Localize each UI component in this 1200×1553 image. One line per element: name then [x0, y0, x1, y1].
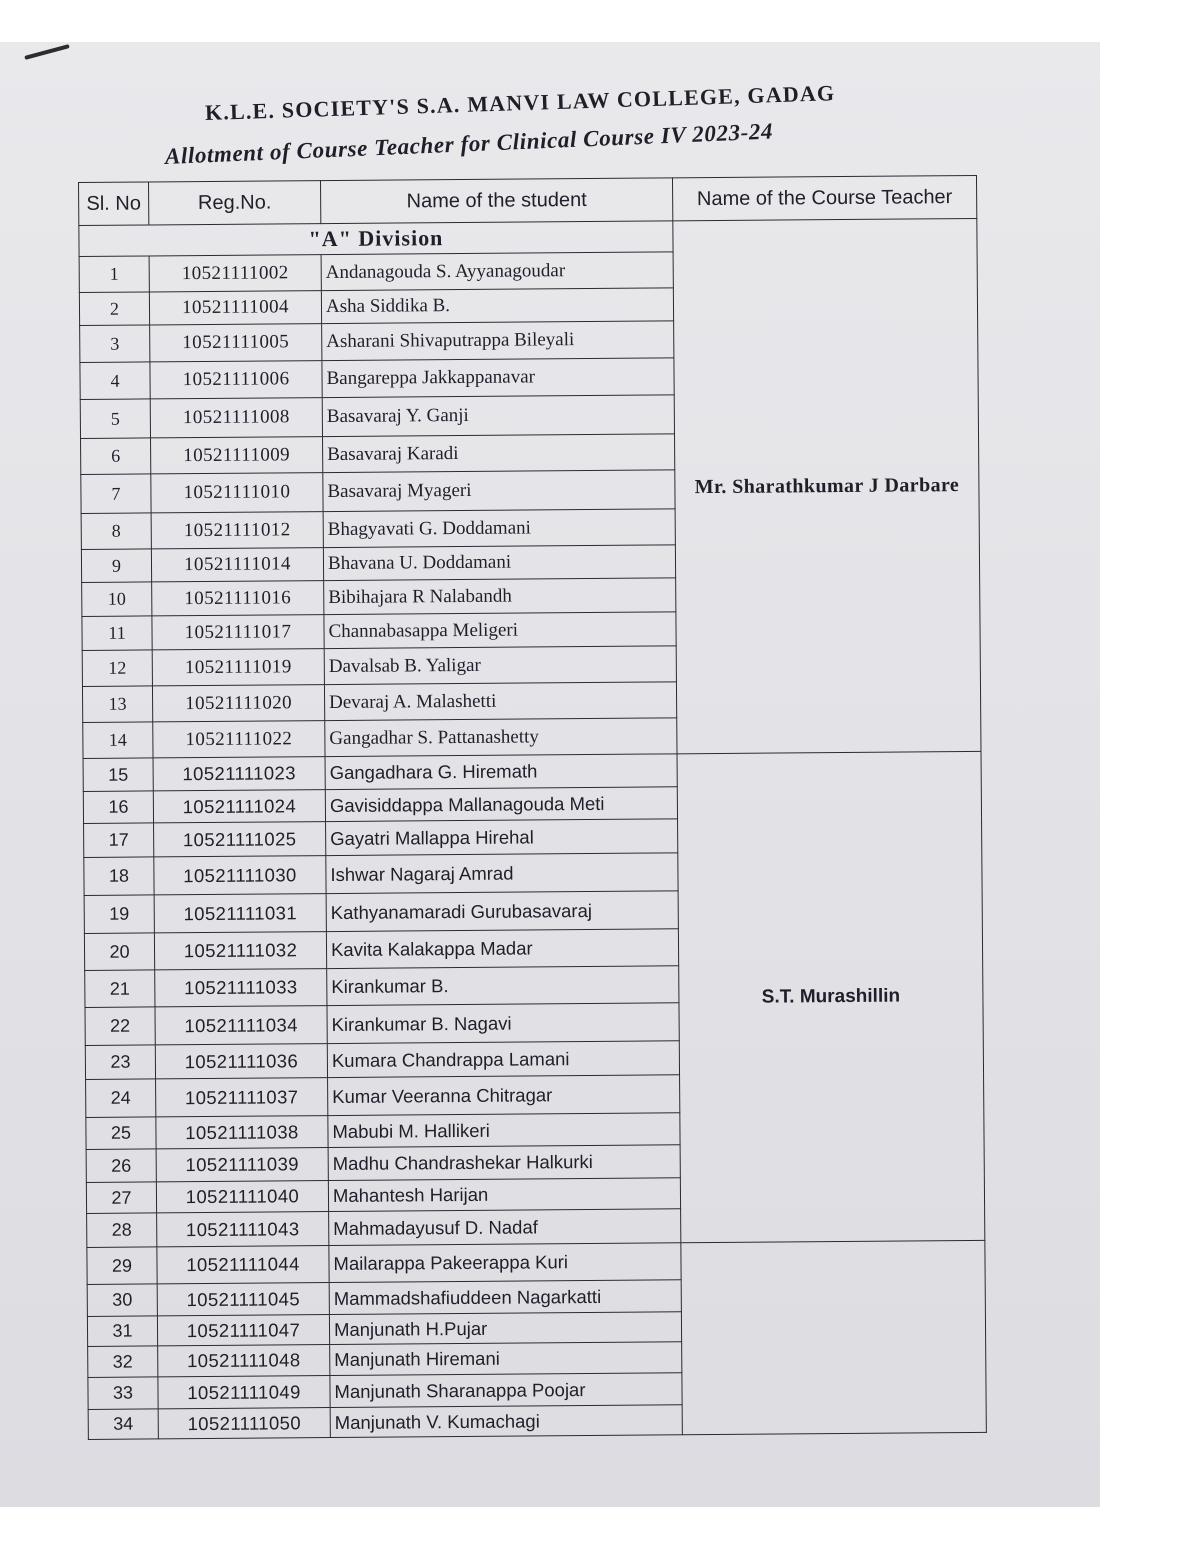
reg-no-cell: 10521111048	[158, 1345, 330, 1377]
student-name-cell: Bhavana U. Doddamani	[323, 545, 675, 581]
sl-no-cell: 29	[87, 1247, 157, 1285]
sl-no-cell: 27	[86, 1182, 156, 1214]
student-name-cell: Manjunath V. Kumachagi	[330, 1405, 682, 1438]
sl-no-cell: 21	[85, 970, 155, 1008]
reg-no-cell: 10521111004	[149, 291, 321, 325]
table-row	[87, 1240, 985, 1284]
reg-no-cell: 10521111030	[154, 856, 326, 895]
sl-no-cell: 11	[82, 616, 152, 651]
teacher-group-1: Mr. Sharathkumar J Darbare	[673, 218, 981, 753]
sl-no-cell: 25	[86, 1117, 156, 1150]
sl-no-cell: 12	[82, 650, 152, 687]
sl-no-cell: 15	[83, 758, 153, 792]
sl-no-cell: 24	[86, 1079, 156, 1118]
reg-no-cell: 10521111022	[153, 721, 325, 758]
reg-no-cell: 10521111006	[150, 361, 322, 399]
sl-no-cell: 13	[82, 686, 152, 723]
student-name-cell: Kirankumar B.	[327, 966, 679, 1006]
sl-no-cell: 1	[79, 256, 149, 293]
sl-no-cell: 10	[82, 582, 152, 617]
reg-no-cell: 10521111019	[152, 649, 324, 686]
teacher-group-3	[681, 1240, 986, 1434]
reg-no-cell: 10521111037	[156, 1078, 328, 1117]
division-label: "A" Division	[79, 221, 673, 257]
reg-no-cell: 10521111010	[151, 473, 323, 513]
sl-no-cell: 16	[83, 791, 153, 824]
student-name-cell: Basavaraj Karadi	[323, 434, 675, 473]
sl-no-cell: 33	[88, 1377, 158, 1410]
reg-no-cell: 10521111040	[156, 1181, 328, 1213]
student-name-cell: Kumar Veeranna Chitragar	[328, 1075, 680, 1116]
reg-no-cell: 10521111045	[157, 1283, 329, 1316]
pen-mark	[24, 44, 69, 60]
sl-no-cell: 31	[87, 1316, 157, 1347]
reg-no-cell: 10521111016	[152, 581, 324, 616]
reg-no-cell: 10521111031	[154, 894, 326, 933]
sl-no-cell: 23	[85, 1045, 155, 1080]
header-course-teacher: Name of the Course Teacher	[672, 175, 976, 220]
table-header-row	[79, 175, 977, 225]
student-name-cell: Davalsab B. Yaligar	[324, 646, 676, 685]
header-sl-no: Sl. No	[79, 182, 149, 226]
reg-no-cell: 10521111017	[152, 615, 324, 650]
sl-no-cell: 9	[81, 549, 151, 583]
sl-no-cell: 6	[81, 438, 151, 475]
sl-no-cell: 34	[88, 1409, 158, 1440]
reg-no-cell: 10521111049	[158, 1376, 330, 1409]
sl-no-cell: 19	[84, 895, 154, 934]
reg-no-cell: 10521111024	[153, 790, 325, 823]
student-name-cell: Andanagouda S. Ayyanagoudar	[321, 252, 673, 291]
student-name-cell: Bhagyavati G. Doddamani	[323, 509, 675, 548]
sl-no-cell: 22	[85, 1007, 155, 1046]
reg-no-cell: 10521111033	[155, 969, 327, 1007]
teacher-group-2: S.T. Murashillin	[677, 751, 985, 1242]
header-reg-no: Reg.No.	[149, 181, 321, 225]
student-name-cell: Kumara Chandrappa Lamani	[327, 1041, 679, 1078]
reg-no-cell: 10521111012	[151, 512, 323, 549]
reg-no-cell: 10521111036	[155, 1044, 327, 1079]
student-name-cell: Ishwar Nagaraj Amrad	[326, 853, 678, 894]
student-name-cell: Kavita Kalakappa Madar	[326, 929, 678, 969]
sl-no-cell: 32	[88, 1346, 158, 1378]
student-name-cell: Basavaraj Y. Ganji	[322, 395, 674, 437]
sl-no-cell: 20	[84, 933, 154, 971]
college-title: K.L.E. SOCIETY'S S.A. MANVI LAW COLLEGE, GADAG	[204, 80, 836, 125]
student-name-cell: Manjunath Sharanappa Poojar	[330, 1373, 682, 1408]
sl-no-cell: 4	[80, 362, 150, 400]
table-row	[83, 751, 981, 791]
student-name-cell: Basavaraj Myageri	[323, 470, 675, 512]
sl-no-cell: 14	[83, 722, 153, 759]
reg-no-cell: 10521111034	[155, 1006, 327, 1045]
reg-no-cell: 10521111005	[150, 324, 322, 362]
sl-no-cell: 3	[80, 325, 150, 363]
reg-no-cell: 10521111043	[157, 1212, 329, 1247]
student-name-cell: Gangadhara G. Hiremath	[325, 754, 677, 790]
student-name-cell: Bibihajara R Nalabandh	[324, 578, 676, 615]
student-name-cell: Channabasappa Meligeri	[324, 612, 676, 649]
student-name-cell: Kathyanamaradi Gurubasavaraj	[326, 891, 678, 932]
sl-no-cell: 8	[81, 513, 151, 550]
sl-no-cell: 18	[84, 857, 154, 896]
reg-no-cell: 10521111002	[149, 255, 321, 292]
allotment-table	[78, 175, 987, 1440]
sl-no-cell: 28	[87, 1213, 157, 1248]
reg-no-cell: 10521111047	[157, 1315, 329, 1346]
reg-no-cell: 10521111050	[158, 1408, 330, 1439]
student-name-cell: Mailarappa Pakeerappa Kuri	[329, 1243, 681, 1283]
document-subtitle: Allotment of Course Teacher for Clinical Course IV 2023-24	[164, 118, 774, 169]
sl-no-cell: 2	[79, 292, 149, 326]
reg-no-cell: 10521111008	[150, 398, 322, 438]
sl-no-cell: 7	[81, 474, 151, 514]
student-name-cell: Manjunath Hiremani	[330, 1342, 682, 1376]
document-page	[0, 42, 1100, 1507]
student-name-cell: Gangadhar S. Pattanashetty	[325, 718, 677, 757]
student-name-cell: Madhu Chandrashekar Halkurki	[328, 1145, 680, 1181]
division-row	[79, 218, 977, 256]
student-name-cell: Gavisiddappa Mallanagouda Meti	[325, 787, 677, 822]
sl-no-cell: 30	[87, 1284, 157, 1317]
reg-no-cell: 10521111023	[153, 757, 325, 791]
sl-no-cell: 5	[80, 399, 150, 439]
reg-no-cell: 10521111038	[156, 1116, 328, 1149]
reg-no-cell: 10521111044	[157, 1246, 329, 1284]
student-name-cell: Kirankumar B. Nagavi	[327, 1003, 679, 1044]
allotment-table-wrapper	[78, 175, 987, 1440]
student-name-cell: Mahantesh Harijan	[328, 1178, 680, 1212]
student-name-cell: Devaraj A. Malashetti	[324, 682, 676, 721]
student-name-cell: Asha Siddika B.	[321, 288, 673, 324]
sl-no-cell: 17	[84, 823, 154, 858]
student-name-cell: Bangareppa Jakkappanavar	[322, 358, 674, 398]
student-name-cell: Mabubi M. Hallikeri	[328, 1113, 680, 1148]
reg-no-cell: 10521111032	[154, 932, 326, 970]
header-student-name: Name of the student	[320, 178, 672, 224]
reg-no-cell: 10521111014	[151, 548, 323, 582]
reg-no-cell: 10521111039	[156, 1148, 328, 1182]
student-name-cell: Mahmadayusuf D. Nadaf	[329, 1209, 681, 1246]
sl-no-cell: 26	[86, 1149, 156, 1183]
student-name-cell: Manjunath H.Pujar	[329, 1312, 681, 1345]
student-name-cell: Mammadshafiuddeen Nagarkatti	[329, 1280, 681, 1315]
student-name-cell: Gayatri Mallappa Hirehal	[326, 819, 678, 856]
reg-no-cell: 10521111009	[151, 437, 323, 474]
student-name-cell: Asharani Shivaputrappa Bileyali	[322, 321, 674, 361]
reg-no-cell: 10521111025	[154, 822, 326, 857]
reg-no-cell: 10521111020	[152, 685, 324, 722]
